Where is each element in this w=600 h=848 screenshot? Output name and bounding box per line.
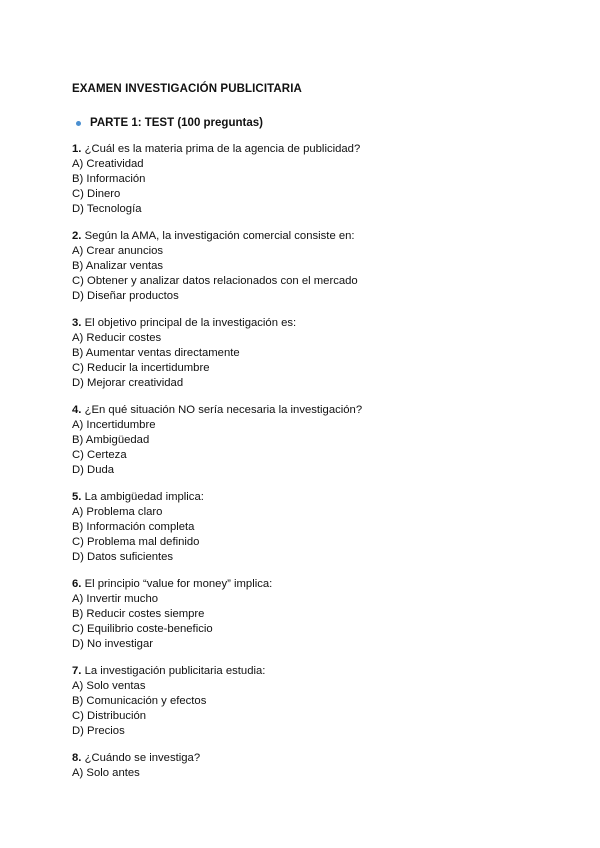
bullet-icon <box>76 121 81 126</box>
question-number: 8. <box>72 752 82 764</box>
question-item <box>72 142 552 217</box>
answer-option: D) Mejorar creatividad <box>72 377 184 389</box>
part-label: PARTE 1: TEST (100 preguntas) <box>90 117 263 129</box>
answer-option: A) Solo ventas <box>72 680 146 692</box>
document-title: EXAMEN INVESTIGACIÓN PUBLICITARIA <box>72 83 302 95</box>
answer-option: B) Información <box>72 173 146 185</box>
question-text: Según la AMA, la investigación comercial consiste en: <box>84 230 355 242</box>
question-item <box>72 751 552 781</box>
answer-option: B) Analizar ventas <box>72 260 164 272</box>
answer-option: D) Diseñar productos <box>72 290 179 302</box>
question-number: 6. <box>72 578 82 590</box>
question-stem <box>72 751 552 766</box>
answer-option: C) Dinero <box>72 188 121 200</box>
question-number: 5. <box>72 491 82 503</box>
answer-option: A) Invertir mucho <box>72 593 159 605</box>
question-text: ¿Cuál es la materia prima de la agencia de publicidad? <box>84 143 361 155</box>
question-number: 1. <box>72 143 82 155</box>
question-item <box>72 577 552 652</box>
question-number: 4. <box>72 404 82 416</box>
question-stem <box>72 490 552 505</box>
answer-option: B) Reducir costes siempre <box>72 608 205 620</box>
question-list <box>72 142 552 793</box>
answer-option: C) Problema mal definido <box>72 536 200 548</box>
answer-option: D) No investigar <box>72 638 153 650</box>
question-stem <box>72 316 552 331</box>
question-stem <box>72 229 552 244</box>
question-number: 2. <box>72 230 82 242</box>
answer-option: C) Reducir la incertidumbre <box>72 362 210 374</box>
answer-option: A) Reducir costes <box>72 332 162 344</box>
question-text: El principio “value for money” implica: <box>84 578 273 590</box>
answer-option: C) Distribución <box>72 710 147 722</box>
answer-option: A) Problema claro <box>72 506 163 518</box>
question-text: El objetivo principal de la investigación es: <box>84 317 297 329</box>
question-text: La ambigüedad implica: <box>84 491 204 503</box>
answer-option: A) Solo antes <box>72 767 140 779</box>
question-stem <box>72 403 552 418</box>
answer-option: B) Ambigüedad <box>72 434 150 446</box>
question-number: 3. <box>72 317 82 329</box>
answer-option: D) Datos suficientes <box>72 551 174 563</box>
question-stem <box>72 142 552 157</box>
answer-option: D) Precios <box>72 725 125 737</box>
answer-option: D) Duda <box>72 464 115 476</box>
answer-option: B) Aumentar ventas directamente <box>72 347 240 359</box>
question-text: ¿En qué situación NO sería necesaria la investigación? <box>84 404 363 416</box>
question-text: La investigación publicitaria estudia: <box>84 665 266 677</box>
question-number: 7. <box>72 665 82 677</box>
question-item <box>72 403 552 478</box>
question-item <box>72 490 552 565</box>
question-item <box>72 229 552 304</box>
answer-option: C) Equilibrio coste-beneficio <box>72 623 213 635</box>
question-text: ¿Cuándo se investiga? <box>84 752 201 764</box>
question-stem <box>72 664 552 679</box>
question-item <box>72 316 552 391</box>
answer-option: A) Creatividad <box>72 158 144 170</box>
answer-option: C) Obtener y analizar datos relacionados con el mercado <box>72 275 358 287</box>
answer-option: D) Tecnología <box>72 203 142 215</box>
question-item <box>72 664 552 739</box>
answer-option: A) Crear anuncios <box>72 245 164 257</box>
question-stem <box>72 577 552 592</box>
answer-option: A) Incertidumbre <box>72 419 156 431</box>
answer-option: B) Información completa <box>72 521 195 533</box>
answer-option: B) Comunicación y efectos <box>72 695 207 707</box>
answer-option: C) Certeza <box>72 449 127 461</box>
part-heading <box>72 117 263 129</box>
